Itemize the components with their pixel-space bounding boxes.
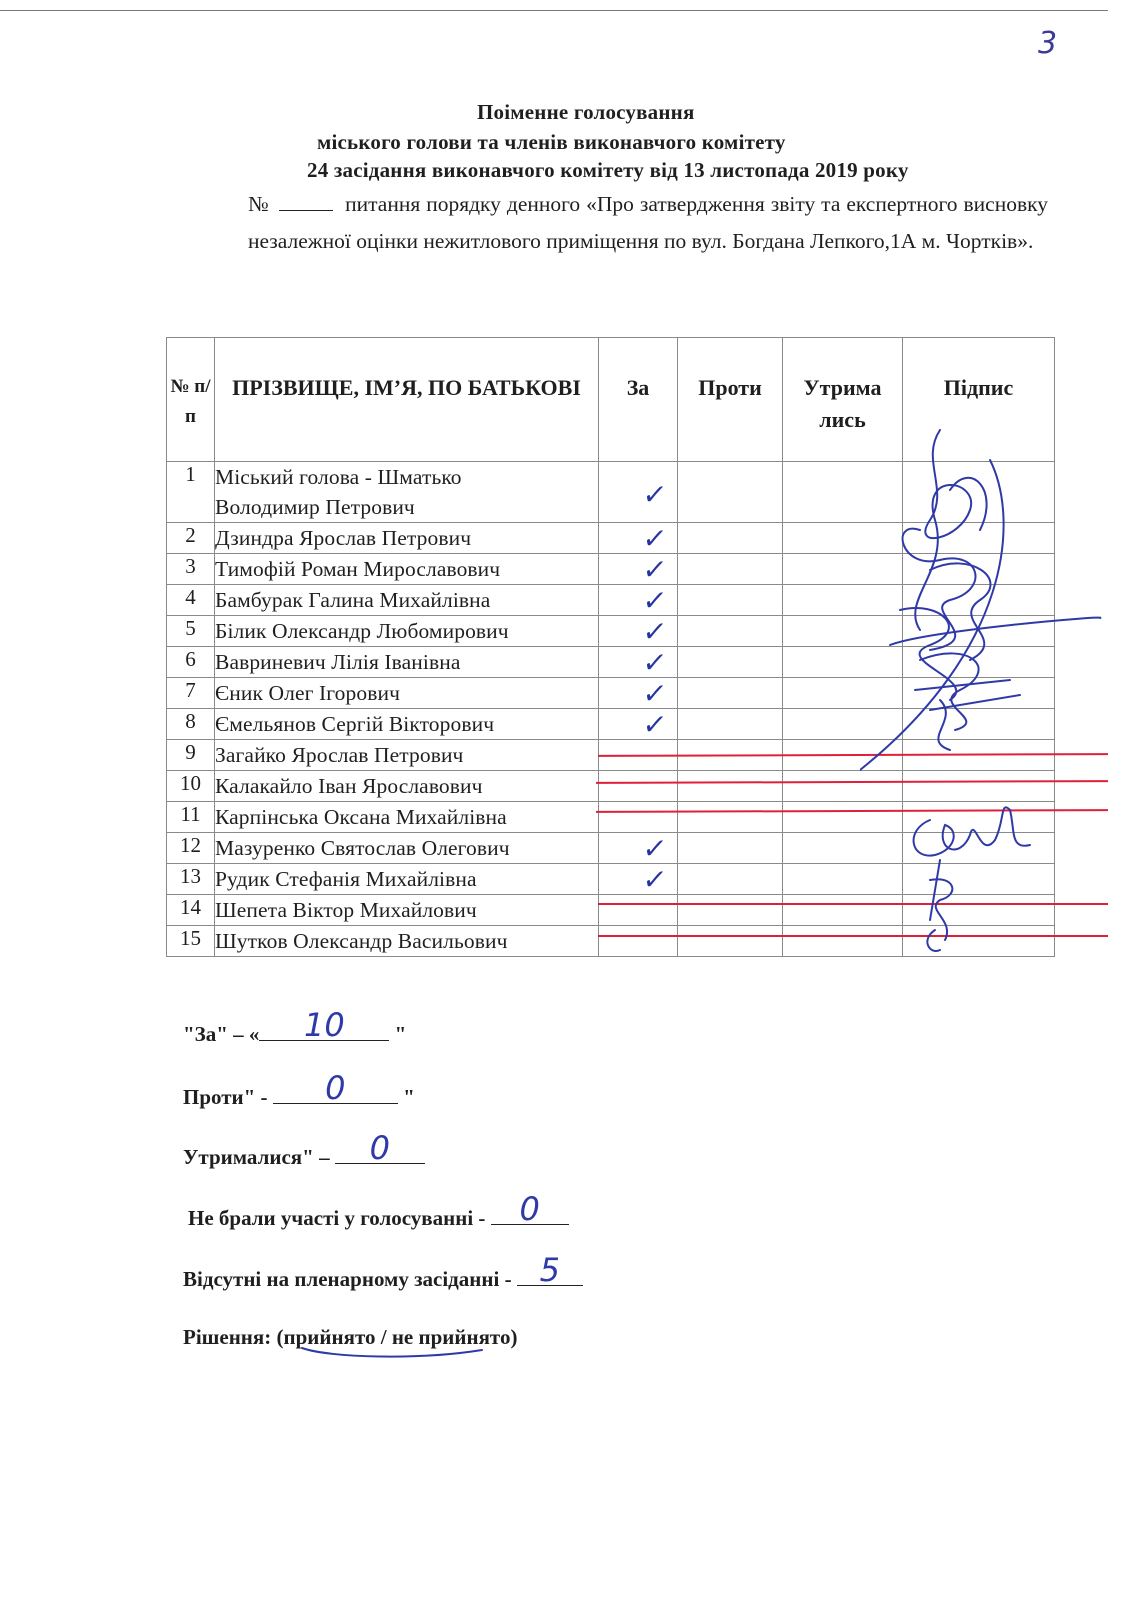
row-for bbox=[599, 616, 678, 647]
tally-for-label: "За" – « bbox=[183, 1022, 260, 1046]
row-against bbox=[678, 864, 783, 895]
row-for bbox=[599, 926, 678, 957]
tally-against-label: Проти" - bbox=[183, 1085, 268, 1109]
checkmark-icon: ✓ bbox=[640, 615, 669, 648]
row-name: Тимофій Роман Мирославович bbox=[215, 554, 599, 585]
row-for bbox=[599, 678, 678, 709]
row-name: Бамбурак Галина Михайлівна bbox=[215, 585, 599, 616]
page-number: 3 bbox=[1038, 26, 1058, 61]
row-against bbox=[678, 523, 783, 554]
header-abstained: Утрима лись bbox=[783, 338, 903, 462]
row-name: Вавриневич Лілія Іванівна bbox=[215, 647, 599, 678]
header-for: За bbox=[599, 338, 678, 462]
tally-absent-value: 5 bbox=[539, 1251, 561, 1289]
tally-against-slot bbox=[273, 1069, 398, 1107]
row-against bbox=[678, 895, 783, 926]
row-num: 14 bbox=[167, 895, 215, 926]
tally-for bbox=[183, 1006, 407, 1047]
row-num: 5 bbox=[167, 616, 215, 647]
row-abstained bbox=[783, 833, 903, 864]
row-name: Дзиндра Ярослав Петрович bbox=[215, 523, 599, 554]
row-name: Єник Олег Ігорович bbox=[215, 678, 599, 709]
row-num: 13 bbox=[167, 864, 215, 895]
row-num: 1 bbox=[167, 462, 215, 523]
decision-label: Рішення: bbox=[183, 1325, 272, 1349]
row-name: Загайко Ярослав Петрович bbox=[215, 740, 599, 771]
row-num: 7 bbox=[167, 678, 215, 709]
tally-against-suffix: " bbox=[403, 1085, 415, 1109]
checkmark-icon: ✓ bbox=[640, 646, 669, 679]
checkmark-icon: ✓ bbox=[640, 478, 669, 511]
row-against bbox=[678, 709, 783, 740]
row-for bbox=[599, 523, 678, 554]
row-against bbox=[678, 771, 783, 802]
signatures-cluster-icon bbox=[860, 400, 1110, 780]
tally-against bbox=[183, 1069, 415, 1110]
header-num: № п/п bbox=[167, 338, 215, 462]
row-name: Шутков Олександр Васильович bbox=[215, 926, 599, 957]
row-for bbox=[599, 802, 678, 833]
signature-row-12-13-icon bbox=[900, 790, 1040, 960]
tally-for-value: 10 bbox=[304, 1006, 345, 1044]
row-num: 3 bbox=[167, 554, 215, 585]
agenda-number-label: № bbox=[248, 192, 270, 216]
row-name: Шепета Віктор Михайлович bbox=[215, 895, 599, 926]
row-against bbox=[678, 616, 783, 647]
row-for bbox=[599, 647, 678, 678]
decision-options: (прийнято / не прийнято) bbox=[276, 1325, 518, 1349]
tally-abstained-value: 0 bbox=[369, 1129, 391, 1167]
row-for bbox=[599, 833, 678, 864]
row-num: 12 bbox=[167, 833, 215, 864]
row-name: Калакайло Іван Ярославович bbox=[215, 771, 599, 802]
tally-absent-label: Відсутні на пленарному засіданні - bbox=[183, 1267, 512, 1291]
checkmark-icon: ✓ bbox=[640, 553, 669, 586]
agenda-number-blank bbox=[279, 194, 333, 211]
row-against bbox=[678, 585, 783, 616]
row-name: Карпінська Оксана Михайлівна bbox=[215, 802, 599, 833]
scan-top-edge bbox=[0, 10, 1108, 11]
row-name bbox=[215, 462, 599, 523]
row-name: Ємельянов Сергій Вікторович bbox=[215, 709, 599, 740]
checkmark-icon: ✓ bbox=[640, 863, 669, 896]
row-num: 11 bbox=[167, 802, 215, 833]
tally-not-voted-slot bbox=[491, 1190, 569, 1228]
row-for bbox=[599, 709, 678, 740]
checkmark-icon: ✓ bbox=[640, 832, 669, 865]
tally-for-suffix: " bbox=[394, 1022, 407, 1046]
tally-not-voted bbox=[188, 1190, 569, 1231]
row-name: Мазуренко Святослав Олегович bbox=[215, 833, 599, 864]
tally-against-value: 0 bbox=[325, 1069, 346, 1107]
row-for bbox=[599, 585, 678, 616]
row-against bbox=[678, 802, 783, 833]
header-name: ПРІЗВИЩЕ, ІМ’Я, ПО БАТЬКОВІ bbox=[215, 338, 599, 462]
row-abstained bbox=[783, 864, 903, 895]
tally-abstained-slot bbox=[335, 1129, 425, 1167]
row-for bbox=[599, 895, 678, 926]
row-name-line-2: Володимир Петрович bbox=[215, 495, 415, 519]
row-against bbox=[678, 647, 783, 678]
row-num: 15 bbox=[167, 926, 215, 957]
header-against: Проти bbox=[678, 338, 783, 462]
tally-absent-slot bbox=[517, 1251, 583, 1289]
row-for bbox=[599, 554, 678, 585]
checkmark-icon: ✓ bbox=[640, 677, 669, 710]
tally-for-slot bbox=[259, 1006, 389, 1044]
row-num: 6 bbox=[167, 647, 215, 678]
row-abstained bbox=[783, 895, 903, 926]
title-line-1: Поіменне голосування bbox=[477, 100, 695, 124]
decision-circle-mark-icon bbox=[300, 1344, 490, 1366]
checkmark-icon: ✓ bbox=[640, 708, 669, 741]
row-name-line-1: Міський голова - Шматько bbox=[215, 465, 462, 489]
row-against bbox=[678, 678, 783, 709]
row-for bbox=[599, 462, 678, 523]
tally-not-voted-label: Не брали участі у голосуванні - bbox=[188, 1206, 486, 1230]
agenda-text: питання порядку денного «Про затвердження звіту та експертного висновку незалежної оцінки нежитлового приміщення по вул. Богдана Лепкого,1А м. Чортків». bbox=[248, 192, 1048, 253]
row-for bbox=[599, 864, 678, 895]
row-for bbox=[599, 771, 678, 802]
row-num: 9 bbox=[167, 740, 215, 771]
row-abstained bbox=[783, 926, 903, 957]
row-against bbox=[678, 554, 783, 585]
title-line-3: 24 засідання виконавчого комітету від 13 листопада 2019 року bbox=[307, 158, 909, 182]
tally-not-voted-value: 0 bbox=[519, 1190, 540, 1228]
row-num: 10 bbox=[167, 771, 215, 802]
row-num: 2 bbox=[167, 523, 215, 554]
row-num: 4 bbox=[167, 585, 215, 616]
checkmark-icon: ✓ bbox=[640, 584, 669, 617]
tally-absent bbox=[183, 1251, 583, 1292]
agenda-paragraph bbox=[248, 186, 1048, 260]
row-against bbox=[678, 833, 783, 864]
row-num: 8 bbox=[167, 709, 215, 740]
header-signature: Підпис bbox=[903, 338, 1055, 462]
title-line-2: міського голови та членів виконавчого комітету bbox=[317, 130, 786, 154]
row-against bbox=[678, 926, 783, 957]
tally-abstained bbox=[183, 1129, 425, 1170]
row-name: Білик Олександр Любомирович bbox=[215, 616, 599, 647]
row-name: Рудик Стефанія Михайлівна bbox=[215, 864, 599, 895]
row-against bbox=[678, 462, 783, 523]
tally-abstained-label: Утрималися" – bbox=[183, 1145, 330, 1169]
row-abstained bbox=[783, 802, 903, 833]
checkmark-icon: ✓ bbox=[640, 522, 669, 555]
